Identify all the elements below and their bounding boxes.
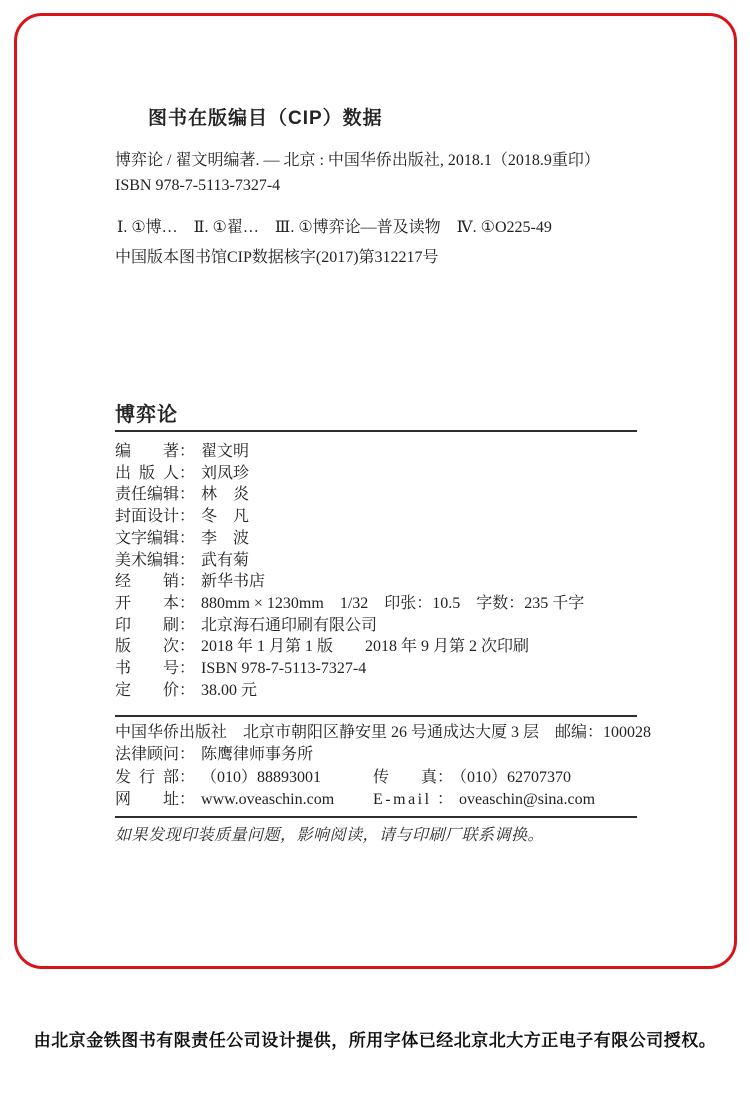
publisher-block: [115, 722, 655, 812]
credit-colon: ：: [179, 443, 196, 460]
legal-value: 陈鹰律师事务所: [201, 746, 314, 764]
credit-row: [115, 463, 655, 485]
credit-value: 880mm × 1230mm 1/32 印张：10.5 字数：235 千字: [201, 594, 585, 612]
distribution-row: [115, 767, 655, 789]
footer-credit: 由北京金铁图书有限责任公司设计提供，所用字体已经北京北大方正电子有限公司授权。: [33, 1031, 717, 1050]
credit-label: 责任编辑: [115, 486, 180, 504]
credit-colon: ：: [179, 681, 196, 699]
credit-row: [115, 636, 655, 658]
email-value: oveaschin@sina.com: [459, 791, 596, 809]
credit-value: 李 波: [201, 529, 250, 547]
legal-advisor-row: [115, 744, 655, 766]
credit-label: 编著: [115, 443, 179, 460]
credit-value: ISBN 978-7-5113-7327-4: [201, 660, 367, 678]
website-value: www.oveaschin.com: [201, 791, 335, 809]
credit-value: 武有菊: [201, 551, 250, 569]
classification-line: Ⅰ. ①博… Ⅱ. ①翟… Ⅲ. ①博弈论—普及读物 Ⅳ. ①O225-49: [117, 219, 552, 236]
credit-row: [115, 506, 655, 528]
credit-label: 书号: [115, 660, 179, 678]
credit-row: [115, 680, 655, 702]
publisher-address: 中国华侨出版社 北京市朝阳区静安里 26 号通成达大厦 3 层 邮编：100028: [115, 724, 652, 741]
credit-label: 封面设计: [115, 508, 180, 526]
credit-colon: ：: [179, 616, 196, 634]
colon: ：: [179, 746, 196, 764]
divider-above-publisher: [115, 715, 637, 717]
credit-row: [115, 528, 655, 550]
credit-colon: ：: [179, 529, 196, 547]
cip-record-number: 中国版本图书馆CIP数据核字(2017)第312217号: [115, 249, 439, 266]
credit-colon: ：: [179, 551, 196, 569]
credit-colon: ：: [179, 638, 196, 656]
credit-row: [115, 441, 655, 463]
colon: ：: [179, 791, 196, 809]
legal-label: 法律顾问: [115, 746, 180, 764]
isbn-line: ISBN 978-7-5113-7327-4: [115, 177, 281, 194]
credit-row: [115, 593, 655, 615]
credit-colon: ：: [179, 464, 196, 482]
credit-colon: ：: [179, 660, 196, 678]
colon: ：: [437, 791, 454, 809]
credit-label: 出版人: [115, 464, 179, 482]
email-label: E-mail: [373, 791, 432, 809]
credit-value: 翟文明: [201, 443, 250, 460]
cip-heading: 图书在版编目（CIP）数据: [148, 108, 383, 129]
book-title: 博弈论: [115, 404, 178, 426]
colon: ：: [179, 768, 196, 786]
credit-row: [115, 615, 655, 637]
credit-value: 林 炎: [201, 486, 250, 504]
credit-row: [115, 658, 655, 680]
credit-value: 38.00 元: [201, 681, 258, 699]
cip-description-line: 博弈论 / 翟文明编著. — 北京 : 中国华侨出版社, 2018.1（2018.9重印）: [115, 152, 600, 169]
credit-value: 冬 凡: [201, 508, 250, 526]
divider-under-title: [115, 430, 637, 432]
credit-colon: ：: [179, 594, 196, 612]
credit-colon: ：: [179, 508, 196, 526]
colon: ：: [437, 768, 454, 786]
credit-value: 刘凤珍: [201, 464, 250, 482]
website-row: [115, 789, 655, 811]
fax-label: 传真: [373, 768, 438, 786]
credit-value: 2018 年 1 月第 1 版 2018 年 9 月第 2 次印刷: [201, 638, 530, 656]
credit-label: 文字编辑: [115, 529, 180, 547]
credit-label: 版次: [115, 638, 179, 656]
divider-above-note: [115, 816, 637, 818]
distribution-phone: （010）88893001: [201, 768, 322, 786]
credit-row: [115, 571, 655, 593]
fax-value: （010）62707370: [459, 768, 572, 786]
credit-value: 新华书店: [201, 573, 266, 591]
credit-label: 定价: [115, 681, 179, 699]
credit-value: 北京海石通印刷有限公司: [201, 616, 378, 634]
credits-list: [115, 441, 655, 701]
quality-note: 如果发现印装质量问题，影响阅读，请与印刷厂联系调换。: [115, 827, 545, 844]
credit-row: [115, 484, 655, 506]
credit-colon: ：: [179, 486, 196, 504]
credit-label: 印刷: [115, 616, 179, 634]
distribution-label: 发行部: [115, 768, 179, 786]
credit-label: 开本: [115, 594, 179, 612]
credit-label: 经销: [115, 573, 179, 591]
website-label: 网址: [115, 791, 179, 809]
credit-label: 美术编辑: [115, 551, 180, 569]
credit-row: [115, 550, 655, 572]
credit-colon: ：: [179, 573, 196, 591]
